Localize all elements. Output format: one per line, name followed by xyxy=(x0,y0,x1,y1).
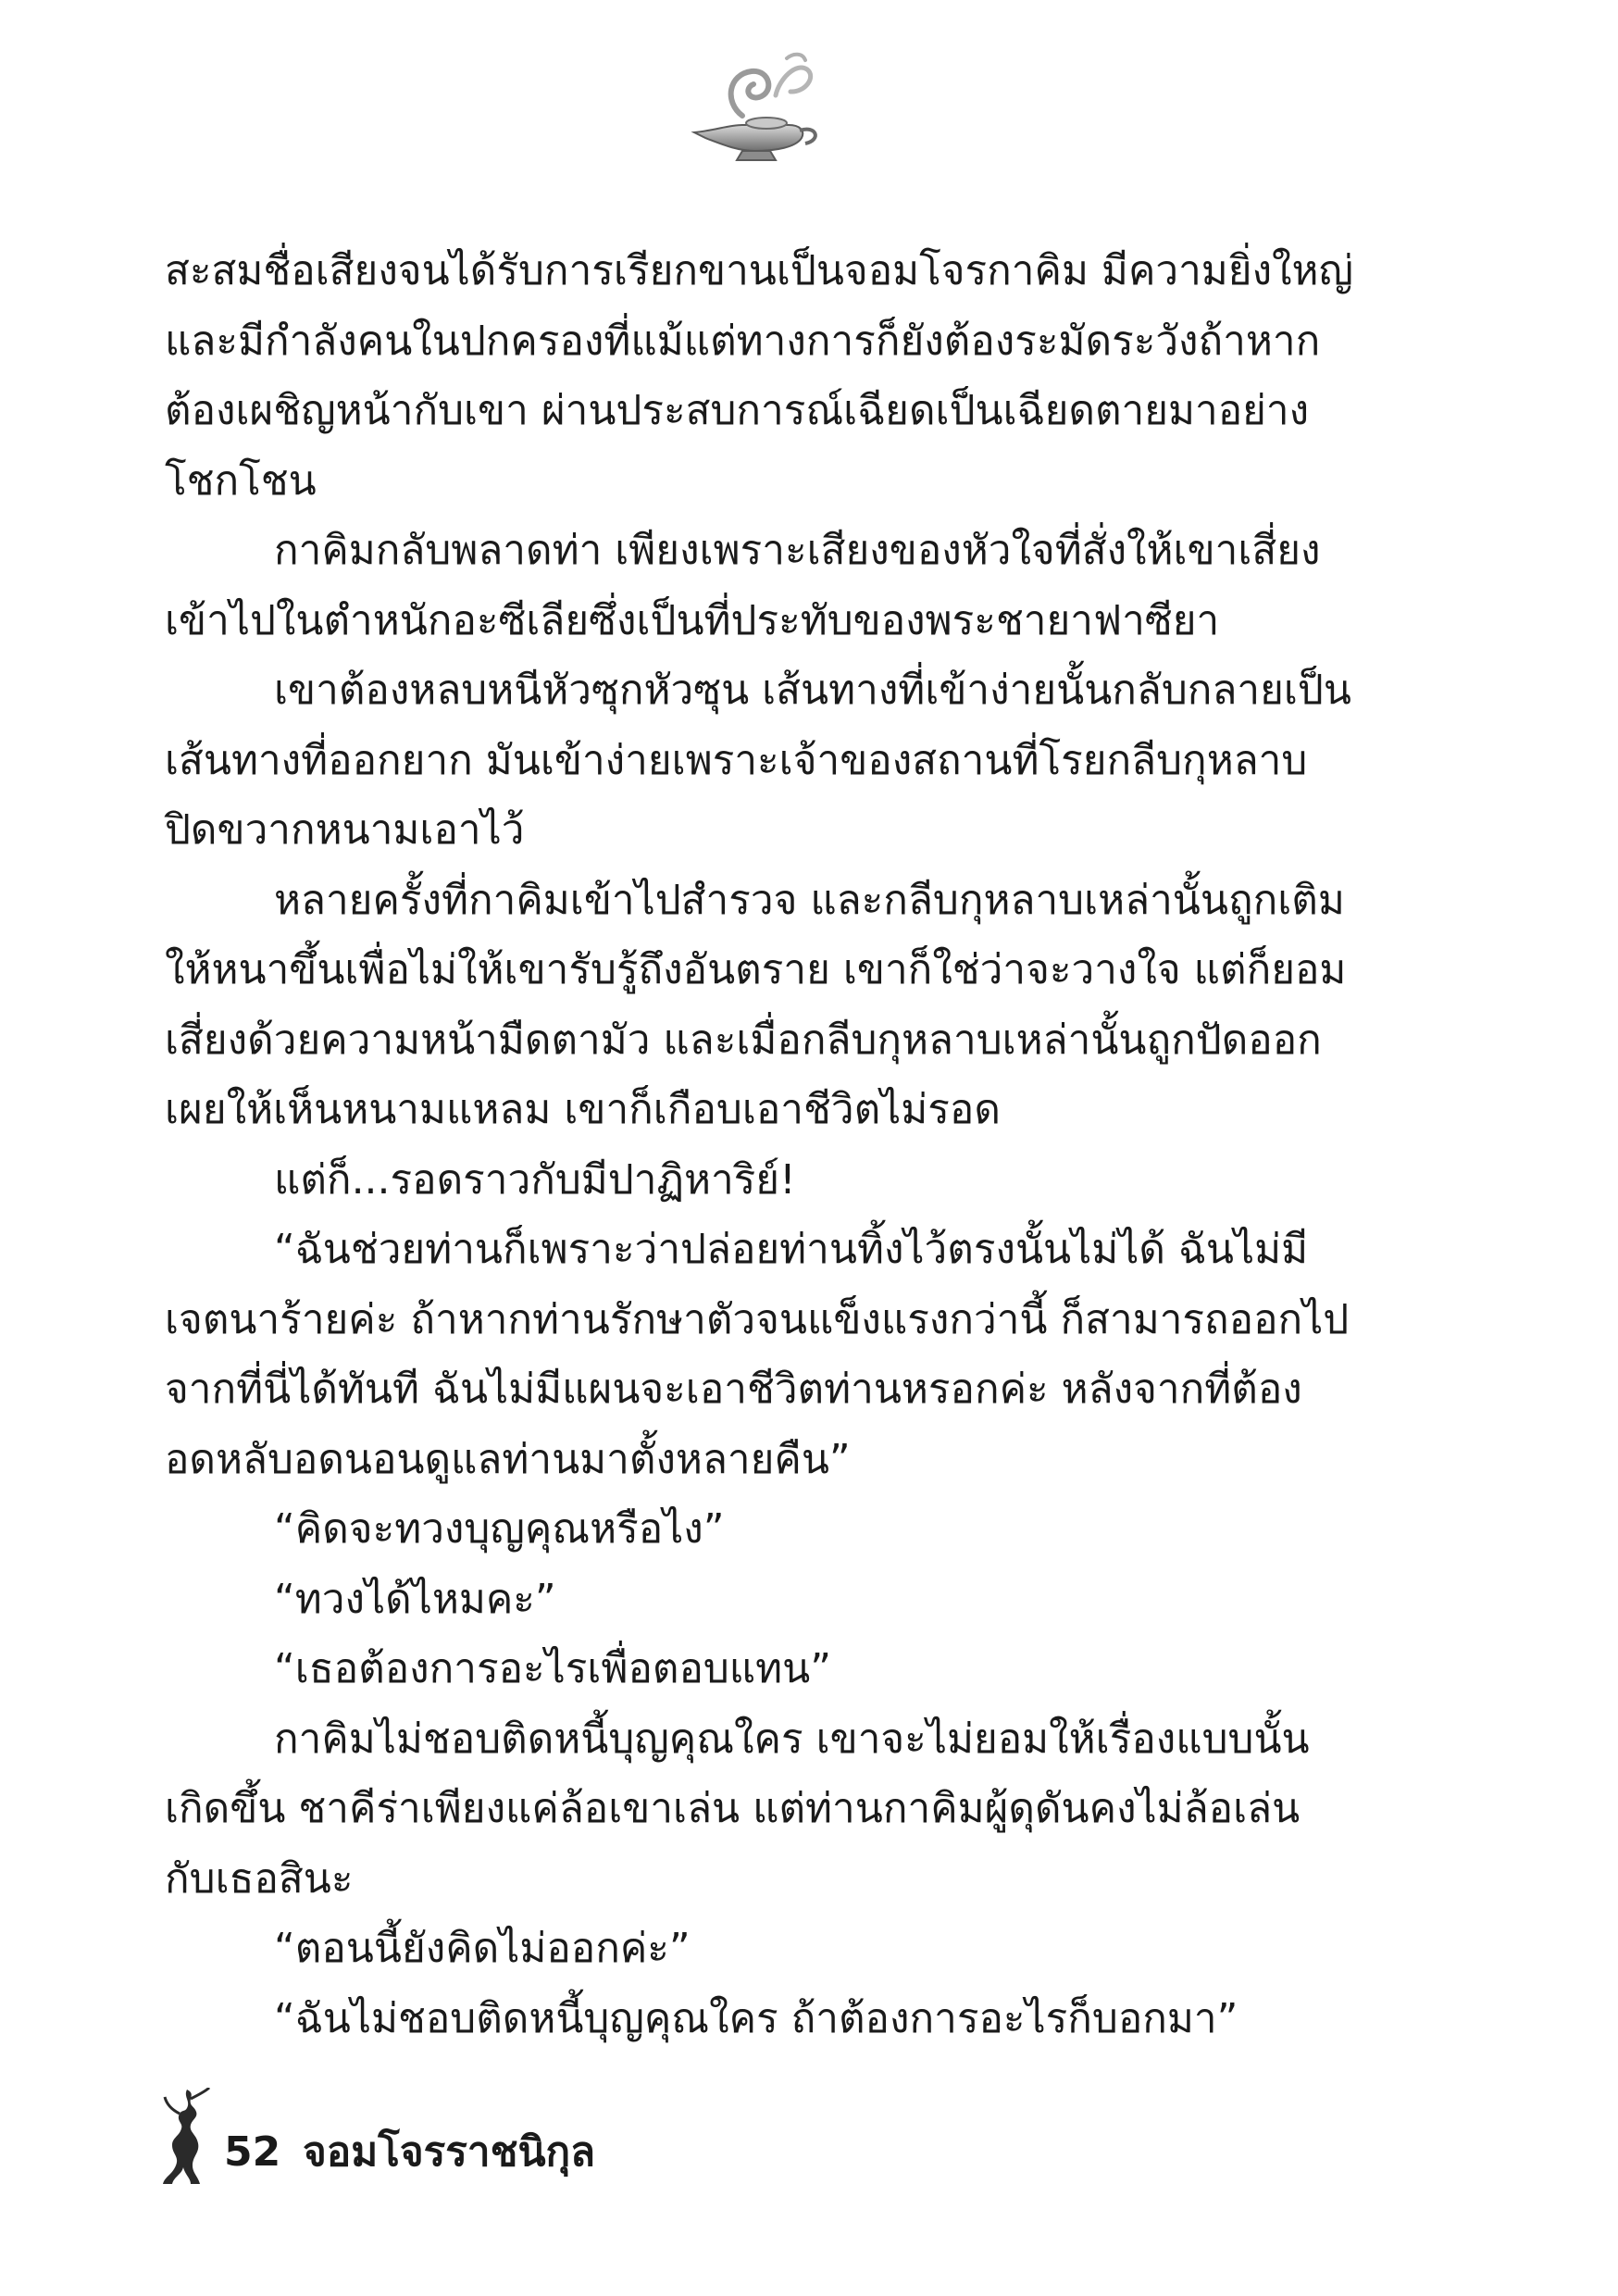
text-line: “เธอต้องการอะไรเพื่อตอบแทน” xyxy=(274,1645,832,1692)
genie-lamp-icon xyxy=(687,51,826,167)
text-line: กับเธอสินะ xyxy=(165,1854,354,1903)
text-line: กาคิมกลับพลาดท่า เพียงเพราะเสียงของหัวใจที่สั่งให้เขาเสี่ยง xyxy=(274,527,1321,574)
body-text xyxy=(165,236,1354,2053)
text-line: เกิดขึ้น ชาคีร่าเพียงแค่ล้อเขาเล่น แต่ท่านกาคิมผู้ดุดันคงไม่ล้อเล่น xyxy=(165,1785,1301,1832)
text-line: อดหลับอดนอนดูแลท่านมาตั้งหลายคืน” xyxy=(165,1435,851,1483)
text-line: เจตนาร้ายค่ะ ถ้าหากท่านรักษาตัวจนแข็งแรงกว่านี้ ก็สามารถออกไป xyxy=(165,1295,1350,1343)
text-line: และมีกำลังคนในปกครองที่แม้แต่ทางการก็ยังต้องระมัดระวังถ้าหาก xyxy=(165,317,1321,365)
text-line: “ฉันช่วยท่านก็เพราะว่าปล่อยท่านทิ้งไว้ตรงนั้นไม่ได้ ฉันไม่มี xyxy=(274,1226,1309,1273)
page-footer xyxy=(159,2088,807,2190)
text-line: ปิดขวากหนามเอาไว้ xyxy=(165,806,525,854)
text-line: “ตอนนี้ยังคิดไม่ออกค่ะ” xyxy=(274,1925,691,1972)
text-line: เข้าไปในตำหนักอะซีเลียซึ่งเป็นที่ประทับของพระชายาฟาซียา xyxy=(165,596,1220,644)
text-line: “คิดจะทวงบุญคุณหรือไง” xyxy=(274,1505,725,1553)
text-line: ให้หนาขึ้นเพื่อไม่ให้เขารับรู้ถึงอันตราย เขาก็ใช่ว่าจะวางใจ แต่ก็ยอม xyxy=(165,946,1347,993)
text-line: จากที่นี่ได้ทันที ฉันไม่มีแผนจะเอาชีวิตท่านหรอกค่ะ หลังจากที่ต้อง xyxy=(165,1366,1302,1413)
text-line: โชกโชน xyxy=(165,456,317,505)
dancer-icon xyxy=(159,2088,213,2188)
text-line: เส้นทางที่ออกยาก มันเข้าง่ายเพราะเจ้าของสถานที่โรยกลีบกุหลาบ xyxy=(165,736,1308,784)
text-line: เสี่ยงด้วยความหน้ามืดตามัว และเมื่อกลีบกุหลาบเหล่านั้นถูกปัดออก xyxy=(165,1016,1322,1064)
text-line: กาคิมไม่ชอบติดหนี้บุญคุณใคร เขาจะไม่ยอมให้เรื่องแบบนั้น xyxy=(274,1715,1310,1763)
text-line: ต้องเผชิญหน้ากับเขา ผ่านประสบการณ์เฉียดเป็นเฉียดตายมาอย่าง xyxy=(165,387,1310,434)
text-line: “ทวงได้ไหมคะ” xyxy=(274,1575,556,1623)
text-line: สะสมชื่อเสียงจนได้รับการเรียกขานเป็นจอมโจรกาคิม มีความยิ่งใหญ่ xyxy=(165,247,1354,294)
book-title: จอมโจรราชนิกุล xyxy=(303,2128,596,2176)
text-line: เผยให้เห็นหนามแหลม เขาก็เกือบเอาชีวิตไม่รอด xyxy=(165,1086,1001,1133)
text-line: เขาต้องหลบหนีหัวซุกหัวซุน เส้นทางที่เข้าง่ายนั้นกลับกลายเป็น xyxy=(274,667,1351,714)
text-line: แต่ก็...รอดราวกับมีปาฏิหาริย์! xyxy=(274,1155,796,1204)
text-line: “ฉันไม่ชอบติดหนี้บุญคุณใคร ถ้าต้องการอะไรก็บอกมา” xyxy=(274,1994,1238,2042)
text-line: หลายครั้งที่กาคิมเข้าไปสำรวจ และกลีบกุหลาบเหล่านั้นถูกเติม xyxy=(274,876,1345,924)
page-number: 52 xyxy=(224,2128,281,2176)
